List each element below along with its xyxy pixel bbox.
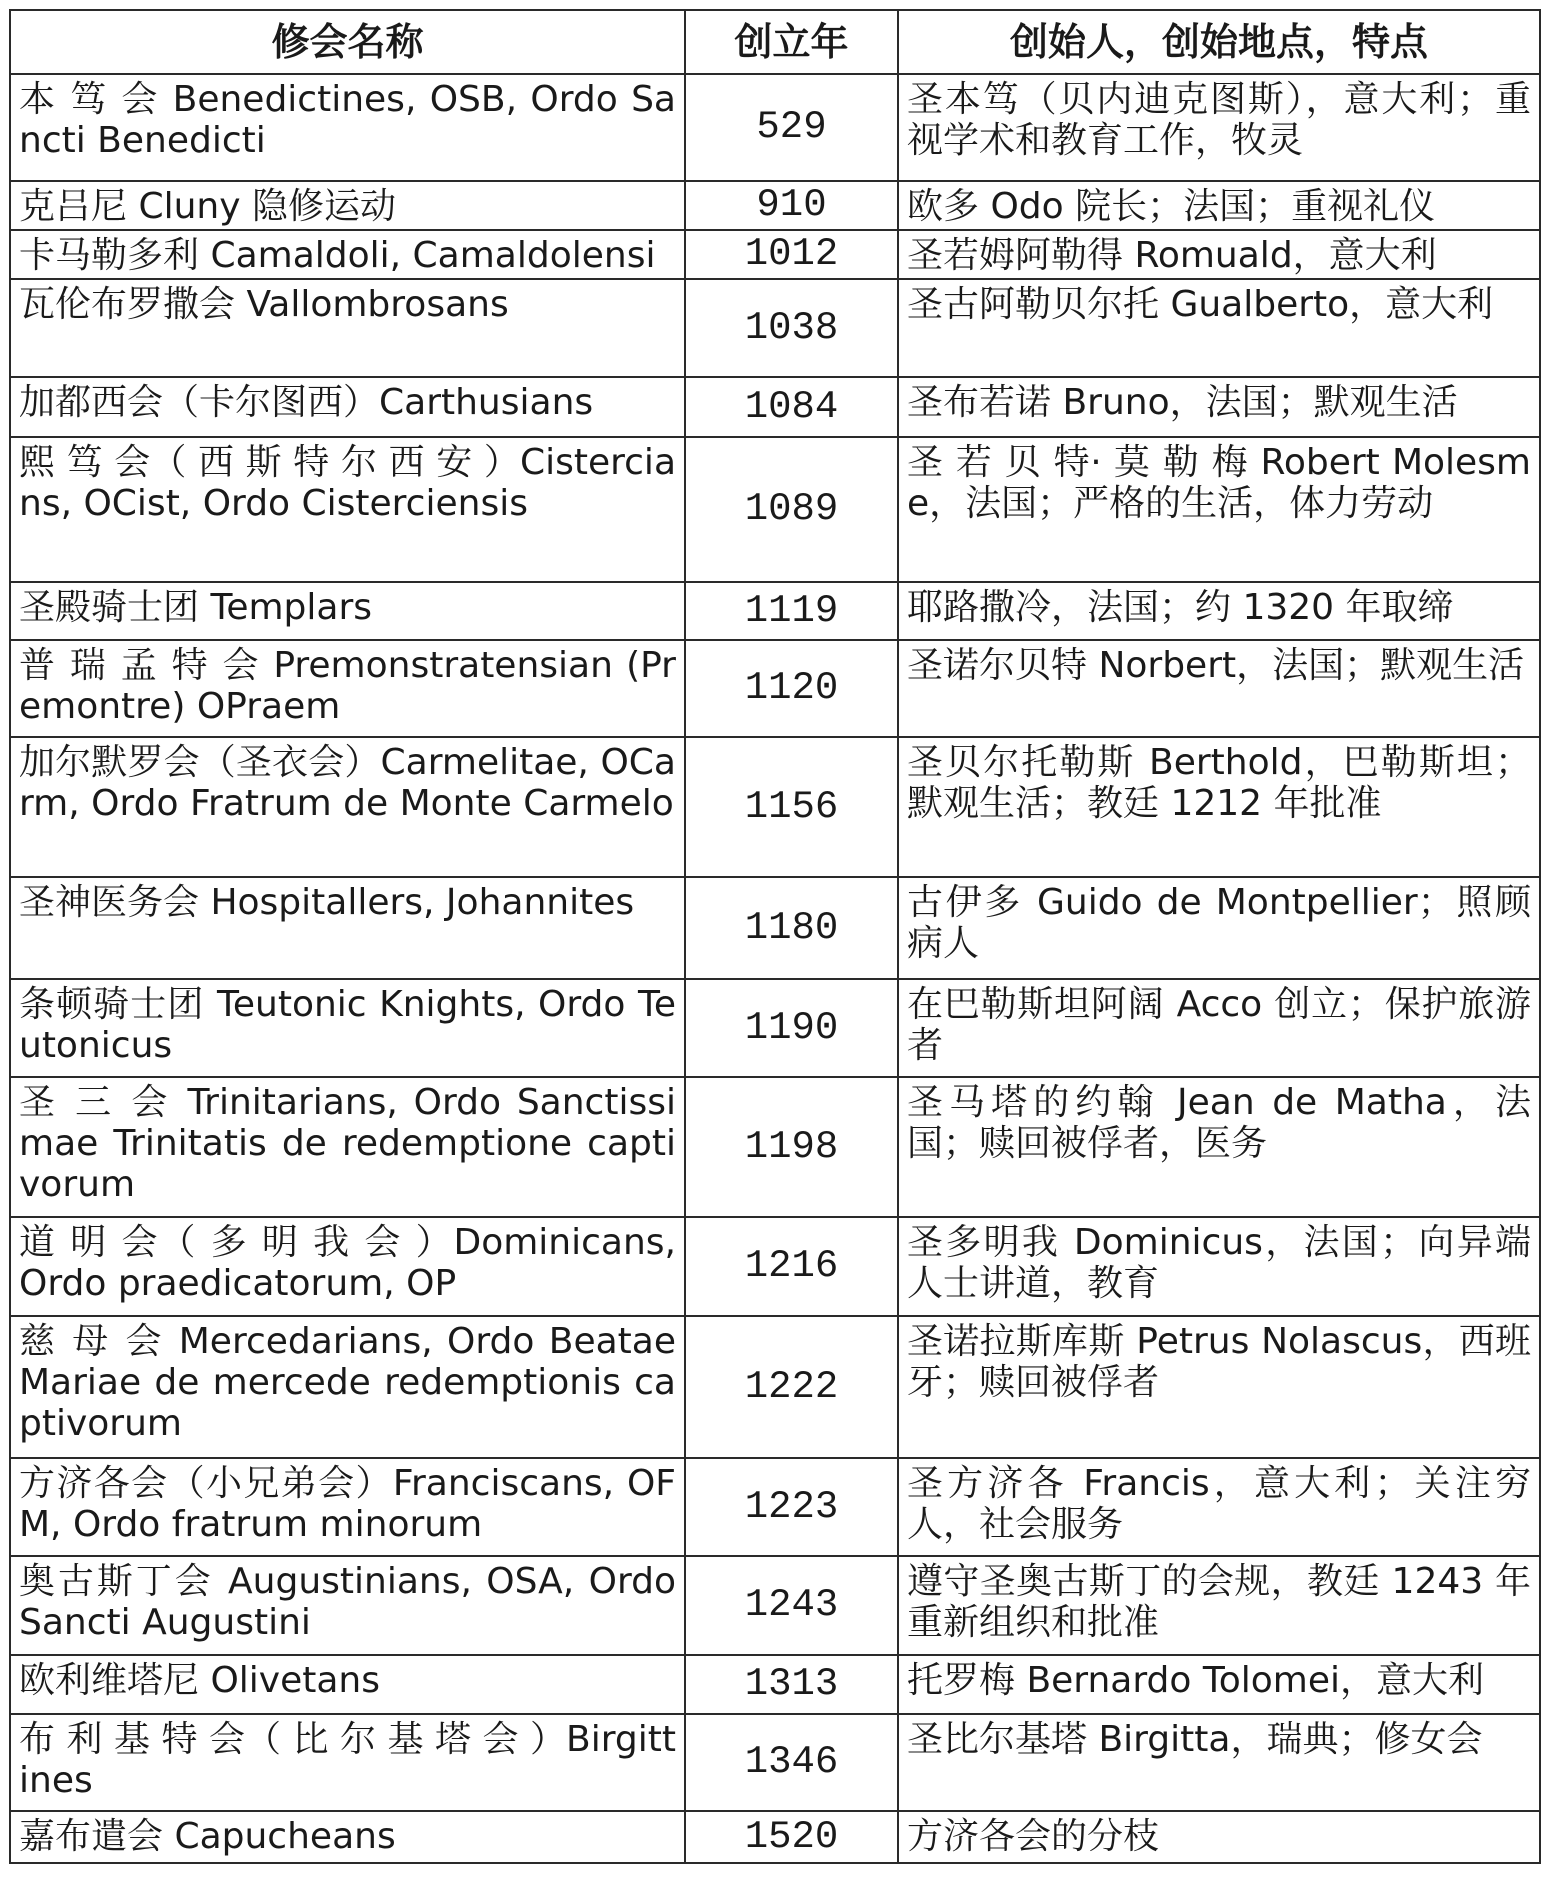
founder-cell: 圣本笃（贝内迪克图斯），意大利；重视学术和教育工作，牧灵 (898, 74, 1540, 181)
founder-cell: 圣诺拉斯库斯 Petrus Nolascus，西班牙；赎回被俘者 (898, 1316, 1540, 1458)
founding-year-cell: 1156 (685, 737, 898, 877)
order-name-cell: 方济各会（小兄弟会）Franciscans, OFM, Ordo fratrum minorum (10, 1458, 685, 1556)
founder-cell: 圣古阿勒贝尔托 Gualberto，意大利 (898, 279, 1540, 377)
table-row (10, 1655, 1540, 1714)
founding-year-cell: 529 (685, 74, 898, 181)
order-name-cell: 加尔默罗会（圣衣会）Carmelitae, OCarm, Ordo Fratrum de Monte Carmelo (10, 737, 685, 877)
order-name-cell: 圣神医务会 Hospitallers, Johannites (10, 877, 685, 979)
table-row (10, 230, 1540, 279)
order-name-cell: 圣殿骑士团 Templars (10, 582, 685, 640)
order-name-cell: 条顿骑士团 Teutonic Knights, Ordo Teutonicus (10, 979, 685, 1077)
table-row (10, 74, 1540, 181)
founding-year-cell: 1190 (685, 979, 898, 1077)
founding-year-cell: 1346 (685, 1714, 898, 1811)
order-name-cell: 克吕尼 Cluny 隐修运动 (10, 181, 685, 230)
religious-orders-table (9, 9, 1541, 1864)
order-name-cell: 熙 笃 会（ 西 斯 特 尔 西 安 ）Cistercians, OCist, Ordo Cisterciensis (10, 437, 685, 582)
table-row (10, 1714, 1540, 1811)
founder-cell: 在巴勒斯坦阿阔 Acco 创立；保护旅游者 (898, 979, 1540, 1077)
founding-year-cell: 1180 (685, 877, 898, 979)
order-name-cell: 慈 母 会 Mercedarians, Ordo Beatae Mariae de mercede redemptionis captivorum (10, 1316, 685, 1458)
founding-year-cell: 1223 (685, 1458, 898, 1556)
order-name-cell: 卡马勒多利 Camaldoli, Camaldolensi (10, 230, 685, 279)
founder-cell: 圣若姆阿勒得 Romuald，意大利 (898, 230, 1540, 279)
table-row (10, 877, 1540, 979)
header-founder-place-features: 创始人，创始地点，特点 (898, 10, 1540, 74)
header-founding-year: 创立年 (685, 10, 898, 74)
table-row (10, 1217, 1540, 1316)
order-name-cell: 本 笃 会 Benedictines, OSB, Ordo Sancti Benedicti (10, 74, 685, 181)
header-row (10, 10, 1540, 74)
founding-year-cell: 1216 (685, 1217, 898, 1316)
founder-cell: 圣 若 贝 特· 莫 勒 梅 Robert Molesme，法国；严格的生活，体力劳动 (898, 437, 1540, 582)
founding-year-cell: 1120 (685, 640, 898, 737)
founding-year-cell: 1222 (685, 1316, 898, 1458)
founder-cell: 圣方济各 Francis，意大利；关注穷人，社会服务 (898, 1458, 1540, 1556)
founder-cell: 托罗梅 Bernardo Tolomei，意大利 (898, 1655, 1540, 1714)
order-name-cell: 奥古斯丁会 Augustinians, OSA, Ordo Sancti Augustini (10, 1556, 685, 1655)
table-row (10, 1316, 1540, 1458)
table-row (10, 1811, 1540, 1863)
table-row (10, 181, 1540, 230)
founder-cell: 古伊多 Guido de Montpellier；照顾病人 (898, 877, 1540, 979)
founder-cell: 圣诺尔贝特 Norbert，法国；默观生活 (898, 640, 1540, 737)
order-name-cell: 普 瑞 孟 特 会 Premonstratensian (Premontre) OPraem (10, 640, 685, 737)
table-row (10, 377, 1540, 437)
founding-year-cell: 1520 (685, 1811, 898, 1863)
founder-cell: 欧多 Odo 院长；法国；重视礼仪 (898, 181, 1540, 230)
founding-year-cell: 1012 (685, 230, 898, 279)
founder-cell: 圣多明我 Dominicus，法国；向异端人士讲道，教育 (898, 1217, 1540, 1316)
founder-cell: 耶路撒冷，法国；约 1320 年取缔 (898, 582, 1540, 640)
founding-year-cell: 1119 (685, 582, 898, 640)
founding-year-cell: 1243 (685, 1556, 898, 1655)
founder-cell: 圣贝尔托勒斯 Berthold，巴勒斯坦；默观生活；教廷 1212 年批准 (898, 737, 1540, 877)
founding-year-cell: 1089 (685, 437, 898, 582)
table-row (10, 582, 1540, 640)
founder-cell: 圣比尔基塔 Birgitta，瑞典；修女会 (898, 1714, 1540, 1811)
header-order-name: 修会名称 (10, 10, 685, 74)
founding-year-cell: 1038 (685, 279, 898, 377)
founder-cell: 圣马塔的约翰 Jean de Matha，法国；赎回被俘者，医务 (898, 1077, 1540, 1217)
order-name-cell: 道 明 会（ 多 明 我 会 ）Dominicans, Ordo praedicatorum, OP (10, 1217, 685, 1316)
table-row (10, 279, 1540, 377)
founder-cell: 遵守圣奥古斯丁的会规，教廷 1243 年重新组织和批准 (898, 1556, 1540, 1655)
table-row (10, 1077, 1540, 1217)
founding-year-cell: 1084 (685, 377, 898, 437)
table-row (10, 640, 1540, 737)
table-row (10, 1458, 1540, 1556)
founding-year-cell: 910 (685, 181, 898, 230)
order-name-cell: 圣 三 会 Trinitarians, Ordo Sanctissimae Trinitatis de redemptione captivorum (10, 1077, 685, 1217)
order-name-cell: 布 利 基 特 会（ 比 尔 基 塔 会 ）Birgittines (10, 1714, 685, 1811)
table-row (10, 1556, 1540, 1655)
table-row (10, 737, 1540, 877)
order-name-cell: 加都西会（卡尔图西）Carthusians (10, 377, 685, 437)
order-name-cell: 嘉布遣会 Capucheans (10, 1811, 685, 1863)
table-row (10, 437, 1540, 582)
order-name-cell: 瓦伦布罗撒会 Vallombrosans (10, 279, 685, 377)
founding-year-cell: 1313 (685, 1655, 898, 1714)
order-name-cell: 欧利维塔尼 Olivetans (10, 1655, 685, 1714)
founder-cell: 圣布若诺 Bruno，法国；默观生活 (898, 377, 1540, 437)
founding-year-cell: 1198 (685, 1077, 898, 1217)
founder-cell: 方济各会的分枝 (898, 1811, 1540, 1863)
table-row (10, 979, 1540, 1077)
